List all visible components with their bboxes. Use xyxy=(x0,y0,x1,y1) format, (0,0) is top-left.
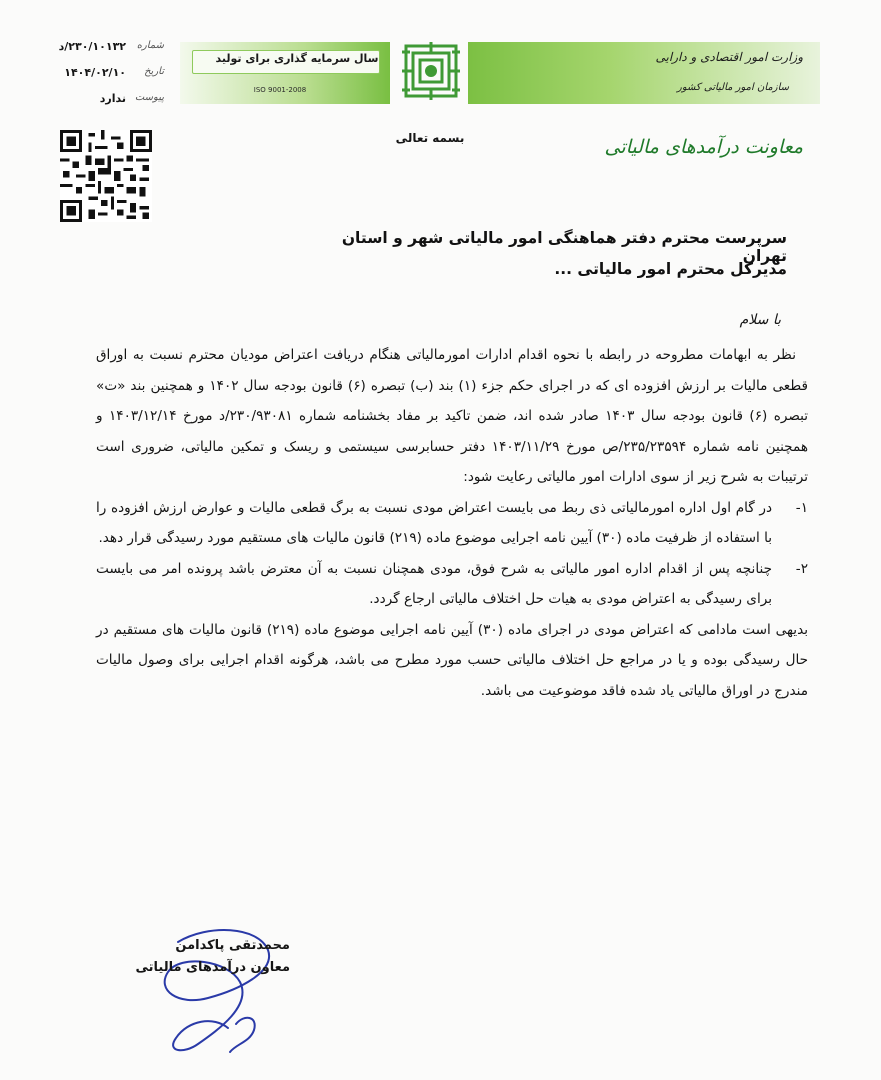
list-item-number: ۲- xyxy=(795,560,808,577)
ministry-name: وزارت امور اقتصادی و دارایی xyxy=(655,50,803,64)
list-item-number: ۱- xyxy=(795,499,808,516)
list-item xyxy=(96,554,808,615)
deputy-title: معاونت درآمدهای مالیاتی xyxy=(604,136,803,158)
letter-date: ۱۴۰۴/۰۲/۱۰ xyxy=(64,66,126,79)
closing-paragraph: بدیهی است مادامی که اعتراض مودی در اجرای ماده (۳۰) آیین نامه اجرایی موضوع ماده (۲۱۹) قانون مالیات های مستقیم در حال رسیدگی بوده و یا در مراجع حل اختلاف مالیاتی حسب مورد مطرح می باشد، هرگونه اقدام اجرایی برای وصول مالیات مندرج در اوراق مالیاتی یاد شده فاقد موضوعیت می باشد. xyxy=(96,621,808,699)
letter-number-row xyxy=(30,40,164,58)
salutation: با سلام xyxy=(739,312,781,328)
letter-date-row xyxy=(30,66,164,84)
attachment-row xyxy=(30,92,164,110)
addressee-secondary: مدیرکل محترم امور مالیاتی ... xyxy=(554,260,787,278)
signer-title: معاون درآمدهای مالیاتی xyxy=(135,960,290,975)
intro-paragraph: نظر به ابهامات مطروحه در رابطه با نحوه اقدام ادارات امورمالیاتی هنگام دریافت اعتراض مودیان محترم نسبت به اوراق قطعی مالیات بر ارزش افزوده ای که در اجرای حکم جزء (۱) بند (ب) تبصره (۶) قانون بودجه سال ۱۴۰۲ و همچنین بند «ت» تبصره (۶) قانون بودجه سال ۱۴۰۳ صادر شده اند، ضمن تاکید بر مفاد بخشنامه شماره ۲۳۰/۹۳۰۸۱/د مورخ ۱۴۰۳/۱۲/۱۴ و همچنین نامه شماره ۲۳۵/۲۳۵۹۴/ص مورخ ۱۴۰۳/۱۱/۲۹ دفتر حسابرسی سیستمی و ریسک و تمکین مالیاتی، ضروری است ترتیبات به شرح زیر از سوی ادارات امور مالیاتی رعایت شود: xyxy=(96,347,809,485)
tax-organization-logo-icon xyxy=(398,38,464,104)
addressee-primary: سرپرست محترم دفتر هماهنگی امور مالیاتی شهر و استان تهران xyxy=(341,229,787,265)
list-item-text: در گام اول اداره امورمالیاتی ذی ربط می بایست اعتراض مودی نسبت به برگ قطعی مالیات و عوارض ارزش افزوده را با استفاده از ظرفیت ماده (۳۰) آیین نامه اجرایی موضوع ماده (۲۱۹) قانون مالیات های مستقیم مورد رسیدگی قرار دهد. xyxy=(96,499,772,546)
basmala: بسمه تعالی xyxy=(395,131,465,145)
letter-body xyxy=(96,340,808,706)
list-item-text: چنانچه پس از اقدام اداره امور مالیاتی به شرح فوق، مودی همچنان نسبت به آن معترض باشد پرونده امر می بایست برای رسیدگی به اعتراض مودی به هیات حل اختلاف مالیاتی ارجاع گردد. xyxy=(96,560,772,607)
organization-name: سازمان امور مالیاتی کشور xyxy=(677,82,789,93)
iso-label: ISO 9001-2008 xyxy=(253,86,307,94)
letter-date-label: تاریخ xyxy=(144,66,164,77)
letter-number: ۲۳۰/۱۰۱۳۲/د xyxy=(58,40,126,53)
letter-number-label: شماره xyxy=(136,40,164,51)
attachment-label: پیوست xyxy=(134,92,164,103)
year-slogan: سال سرمایه گذاری برای تولید xyxy=(215,52,379,65)
list-item xyxy=(96,493,808,554)
attachment-value: ندارد xyxy=(99,92,126,105)
qr-code-icon xyxy=(60,130,152,222)
signer-name: محمدتقی پاکدامن xyxy=(175,938,290,953)
